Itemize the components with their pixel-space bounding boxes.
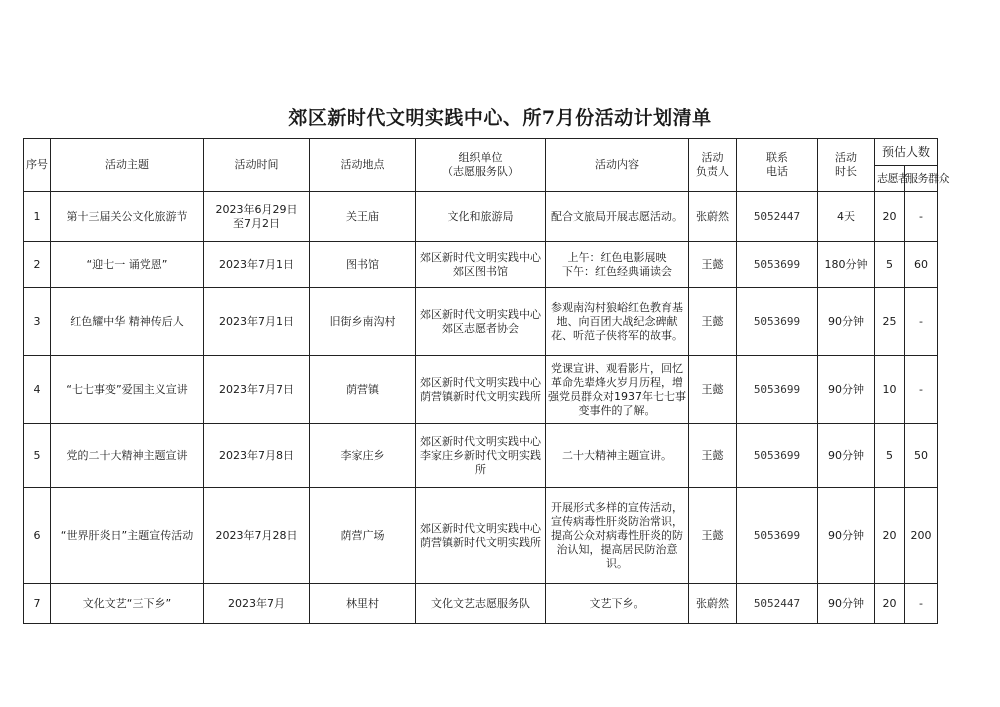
cell-phone: 5053699: [737, 288, 818, 356]
col-header-org: 组织单位 （志愿服务队）: [416, 139, 546, 192]
cell-org: 文化文艺志愿服务队: [416, 584, 546, 624]
cell-volunteers: 5: [875, 424, 905, 488]
col-header-phone: 联系 电话: [737, 139, 818, 192]
cell-phone: 5053699: [737, 488, 818, 584]
cell-place: 图书馆: [310, 242, 416, 288]
col-header-place: 活动地点: [310, 139, 416, 192]
cell-theme: 文化文艺“三下乡”: [51, 584, 204, 624]
cell-theme: 党的二十大精神主题宣讲: [51, 424, 204, 488]
cell-volunteers: 25: [875, 288, 905, 356]
cell-no: 6: [24, 488, 51, 584]
cell-theme: “迎七一 诵党恩”: [51, 242, 204, 288]
cell-duration: 180分钟: [818, 242, 875, 288]
cell-time: 2023年6月29日 至7月2日: [204, 192, 310, 242]
table-row: [24, 288, 938, 356]
col-header-public: 服务群众: [905, 166, 938, 192]
table-row: [24, 242, 938, 288]
cell-duration: 90分钟: [818, 488, 875, 584]
cell-content: 文艺下乡。: [546, 584, 689, 624]
cell-public: 200: [905, 488, 938, 584]
cell-leader: 王懿: [689, 424, 737, 488]
cell-place: 关王庙: [310, 192, 416, 242]
cell-time: 2023年7月8日: [204, 424, 310, 488]
col-header-no: 序号: [24, 139, 51, 192]
cell-volunteers: 5: [875, 242, 905, 288]
cell-org: 郊区新时代文明实践中心 李家庄乡新时代文明实践所: [416, 424, 546, 488]
cell-place: 林里村: [310, 584, 416, 624]
col-header-theme: 活动主题: [51, 139, 204, 192]
cell-time: 2023年7月28日: [204, 488, 310, 584]
cell-phone: 5053699: [737, 242, 818, 288]
cell-phone: 5052447: [737, 192, 818, 242]
col-header-time: 活动时间: [204, 139, 310, 192]
cell-public: -: [905, 584, 938, 624]
cell-volunteers: 20: [875, 192, 905, 242]
cell-duration: 90分钟: [818, 356, 875, 424]
cell-place: 旧街乡南沟村: [310, 288, 416, 356]
table-row: [24, 584, 938, 624]
cell-phone: 5052447: [737, 584, 818, 624]
table-body: [24, 192, 938, 624]
cell-public: 60: [905, 242, 938, 288]
cell-no: 3: [24, 288, 51, 356]
cell-leader: 张蔚然: [689, 584, 737, 624]
header-row: [24, 139, 938, 166]
cell-theme: 第十三届关公文化旅游节: [51, 192, 204, 242]
cell-leader: 王懿: [689, 356, 737, 424]
col-header-estimate: 预估人数: [875, 139, 938, 166]
table-row: [24, 192, 938, 242]
cell-duration: 90分钟: [818, 424, 875, 488]
cell-public: -: [905, 288, 938, 356]
page-title: 郊区新时代文明实践中心、所7月份活动计划清单: [288, 107, 712, 129]
table-row: [24, 424, 938, 488]
cell-place: 荫营镇: [310, 356, 416, 424]
cell-leader: 张蔚然: [689, 192, 737, 242]
cell-volunteers: 20: [875, 584, 905, 624]
cell-content: 党课宣讲、观看影片，回忆革命先辈烽火岁月历程，增强党员群众对1937年七七事变事件的了解。: [546, 356, 689, 424]
cell-theme: “世界肝炎日”主题宣传活动: [51, 488, 204, 584]
cell-public: -: [905, 356, 938, 424]
cell-public: -: [905, 192, 938, 242]
col-header-content: 活动内容: [546, 139, 689, 192]
cell-volunteers: 20: [875, 488, 905, 584]
cell-content: 开展形式多样的宣传活动，宣传病毒性肝炎防治常识，提高公众对病毒性肝炎的防治认知，提高居民防治意识。: [546, 488, 689, 584]
table-row: [24, 488, 938, 584]
cell-duration: 90分钟: [818, 288, 875, 356]
cell-org: 郊区新时代文明实践中心 郊区图书馆: [416, 242, 546, 288]
cell-leader: 王懿: [689, 288, 737, 356]
cell-content: 配合文旅局开展志愿活动。: [546, 192, 689, 242]
cell-org: 文化和旅游局: [416, 192, 546, 242]
cell-no: 7: [24, 584, 51, 624]
cell-content: 二十大精神主题宣讲。: [546, 424, 689, 488]
cell-no: 5: [24, 424, 51, 488]
cell-no: 4: [24, 356, 51, 424]
cell-phone: 5053699: [737, 424, 818, 488]
cell-leader: 王懿: [689, 242, 737, 288]
cell-duration: 4天: [818, 192, 875, 242]
cell-no: 1: [24, 192, 51, 242]
cell-place: 李家庄乡: [310, 424, 416, 488]
cell-leader: 王懿: [689, 488, 737, 584]
cell-content: 上午：红色电影展映 下午：红色经典诵读会: [546, 242, 689, 288]
cell-time: 2023年7月7日: [204, 356, 310, 424]
activity-plan-table: [23, 138, 949, 624]
cell-theme: “七七事变”爱国主义宣讲: [51, 356, 204, 424]
cell-place: 荫营广场: [310, 488, 416, 584]
cell-duration: 90分钟: [818, 584, 875, 624]
cell-phone: 5053699: [737, 356, 818, 424]
table-row: [24, 356, 938, 424]
col-header-volunteers: 志愿者: [875, 166, 905, 192]
col-header-leader: 活动 负责人: [689, 139, 737, 192]
cell-time: 2023年7月: [204, 584, 310, 624]
cell-no: 2: [24, 242, 51, 288]
cell-public: 50: [905, 424, 938, 488]
cell-content: 参观南沟村狼峪红色教育基地、向百团大战纪念碑献花、听范子侠将军的故事。: [546, 288, 689, 356]
cell-theme: 红色耀中华 精神传后人: [51, 288, 204, 356]
cell-org: 郊区新时代文明实践中心 荫营镇新时代文明实践所: [416, 356, 546, 424]
cell-time: 2023年7月1日: [204, 242, 310, 288]
cell-org: 郊区新时代文明实践中心 郊区志愿者协会: [416, 288, 546, 356]
col-header-duration: 活动 时长: [818, 139, 875, 192]
cell-time: 2023年7月1日: [204, 288, 310, 356]
cell-volunteers: 10: [875, 356, 905, 424]
cell-org: 郊区新时代文明实践中心 荫营镇新时代文明实践所: [416, 488, 546, 584]
